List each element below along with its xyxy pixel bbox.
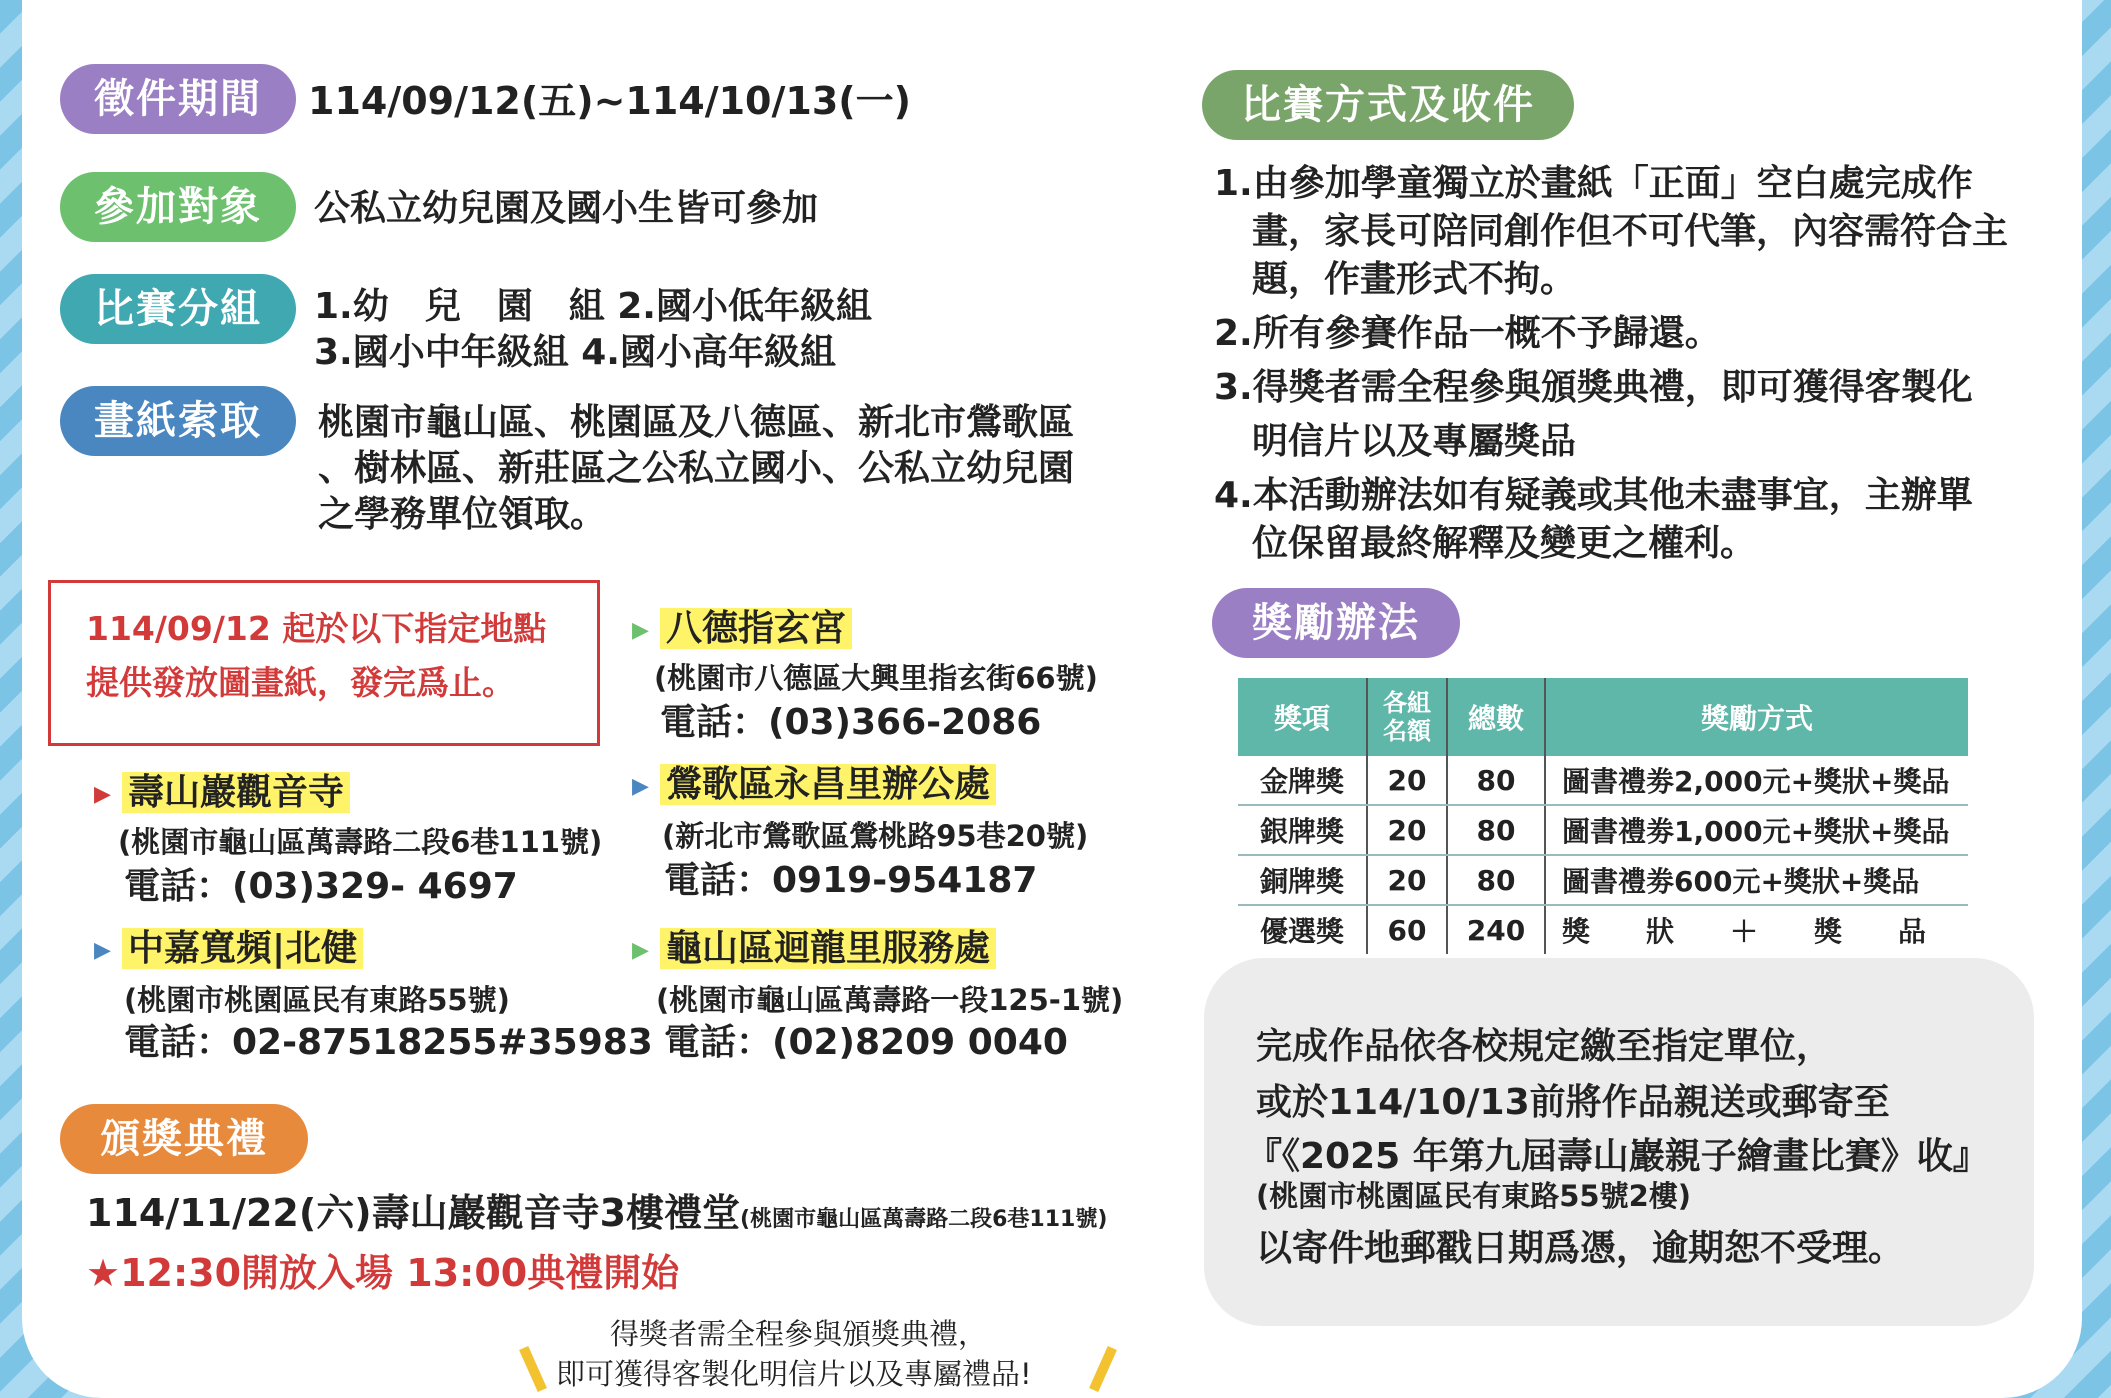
table-cell: 圖書禮劵600元+獎狀+獎品 bbox=[1545, 855, 1968, 905]
groups-label: 比賽分組 bbox=[60, 274, 296, 344]
table-header: 獎勵方式 bbox=[1545, 678, 1968, 756]
table-cell: 80 bbox=[1447, 855, 1545, 905]
notice-line2: 提供發放圖畫紙，發完爲止。 bbox=[86, 663, 515, 702]
location-address: (新北市鶯歌區鶯桃路95巷20號) bbox=[662, 819, 1089, 853]
table-row bbox=[1238, 905, 1968, 954]
location-phone: 電話：0919-954187 bbox=[664, 860, 1038, 901]
rule-1a: 1.由參加學童獨立於畫紙「正面」空白處完成作 bbox=[1214, 163, 1973, 204]
table-cell: 20 bbox=[1367, 756, 1447, 805]
location-phone: 電話：(03)329- 4697 bbox=[124, 866, 518, 907]
table-cell: 20 bbox=[1367, 855, 1447, 905]
rule-3b: 明信片以及專屬獎品 bbox=[1252, 421, 1577, 462]
target-label: 參加對象 bbox=[60, 172, 296, 242]
triangle-icon: ▶ bbox=[94, 938, 111, 963]
table-cell: 銀牌獎 bbox=[1238, 805, 1367, 855]
location-address: (桃園市龜山區萬壽路一段125-1號) bbox=[656, 983, 1124, 1017]
rule-2: 2.所有參賽作品一概不予歸還。 bbox=[1214, 313, 1721, 354]
awards-label: 獎勵辦法 bbox=[1212, 588, 1460, 658]
submit-line4: (桃園市桃園區民有東路55號2樓) bbox=[1256, 1179, 1692, 1213]
location-name: 鶯歌區永昌里辦公處 bbox=[660, 762, 996, 808]
table-cell: 圖書禮劵1,000元+獎狀+獎品 bbox=[1545, 805, 1968, 855]
submit-line3: 『《2025 年第九屆壽山巖親子繪畫比賽》收』 bbox=[1246, 1136, 1989, 1177]
table-cell: 金牌獎 bbox=[1238, 756, 1367, 805]
table-cell: 獎 狀 ＋ 獎 品 bbox=[1562, 915, 1927, 948]
method-label: 比賽方式及收件 bbox=[1202, 70, 1574, 140]
triangle-icon: ▶ bbox=[632, 618, 649, 643]
location-phone: 電話：02-87518255#35983 bbox=[124, 1022, 653, 1063]
location-phone: 電話：(02)8209 0040 bbox=[664, 1022, 1068, 1063]
paper-line1: 桃園市龜山區、桃園區及八德區、新北市鶯歌區 bbox=[318, 402, 1075, 443]
rule-4a: 4.本活動辦法如有疑義或其他未盡事宜，主辦單 bbox=[1214, 475, 1973, 516]
location-name: 八德指玄宮 bbox=[660, 606, 852, 652]
location-name: 中嘉寬頻|北健 bbox=[122, 926, 363, 972]
triangle-icon: ▶ bbox=[94, 782, 111, 807]
location-name: 龜山區迴龍里服務處 bbox=[660, 926, 996, 972]
table-cell: 60 bbox=[1367, 905, 1447, 954]
rule-3a: 3.得獎者需全程參與頒獎典禮，即可獲得客製化 bbox=[1214, 367, 1973, 408]
ceremony-foot1: 得獎者需全程參與頒獎典禮， bbox=[610, 1317, 988, 1351]
table-header-row bbox=[1238, 678, 1968, 756]
period-value: 114/09/12(五)~114/10/13(一) bbox=[308, 79, 911, 123]
ceremony-foot2: 即可獲得客製化明信片以及專屬禮品! bbox=[556, 1357, 1032, 1391]
paper-line3: 之學務單位領取。 bbox=[318, 494, 607, 535]
target-value: 公私立幼兒園及國小生皆可參加 bbox=[314, 188, 819, 229]
location-address: (桃園市桃園區民有東路55號) bbox=[124, 983, 510, 1017]
triangle-icon: ▶ bbox=[632, 938, 649, 963]
paper-label: 畫紙索取 bbox=[60, 386, 296, 456]
table-cell: 240 bbox=[1447, 905, 1545, 954]
notice-line1: 114/09/12 起於以下指定地點 bbox=[86, 609, 547, 648]
table-row bbox=[1238, 805, 1968, 855]
method-rules bbox=[1214, 160, 2008, 568]
location-phone: 電話：(03)366-2086 bbox=[660, 702, 1042, 743]
table-row bbox=[1238, 855, 1968, 905]
location-name: 壽山巖觀音寺 bbox=[122, 770, 350, 816]
ceremony-label: 頒獎典禮 bbox=[60, 1104, 308, 1174]
table-header: 總數 bbox=[1447, 678, 1545, 756]
rule-1b: 畫，家長可陪同創作但不可代筆，內容需符合主 bbox=[1252, 211, 2009, 252]
ceremony-line1: 114/11/22(六)壽山巖觀音寺3樓禮堂(桃園市龜山區萬壽路二段6巷111號) bbox=[86, 1191, 1108, 1235]
submit-line2: 或於114/10/13前將作品親送或郵寄至 bbox=[1256, 1082, 1890, 1123]
table-cell: 優選獎 bbox=[1238, 905, 1367, 954]
table-cell: 80 bbox=[1447, 756, 1545, 805]
table-cell: 80 bbox=[1447, 805, 1545, 855]
paper-line2: 、樹林區、新莊區之公私立國小、公私立幼兒園 bbox=[318, 448, 1075, 489]
groups-line2: 3.國小中年級組 4.國小高年級組 bbox=[314, 332, 836, 373]
table-cell: 20 bbox=[1367, 805, 1447, 855]
table-row bbox=[1238, 756, 1968, 805]
submit-line1: 完成作品依各校規定繳至指定單位， bbox=[1256, 1026, 1833, 1067]
table-header: 獎項 bbox=[1238, 678, 1367, 756]
submit-line5: 以寄件地郵戳日期爲憑，逾期恕不受理。 bbox=[1256, 1228, 1905, 1269]
rule-1c: 題，作畫形式不拘。 bbox=[1252, 259, 1577, 300]
rule-4b: 位保留最終解釋及變更之權利。 bbox=[1252, 523, 1757, 564]
groups-line1: 1.幼 兒 園 組 2.國小低年級組 bbox=[314, 286, 872, 327]
table-header: 各組 名額 bbox=[1367, 678, 1447, 756]
period-label: 徵件期間 bbox=[60, 64, 296, 134]
table-cell: 銅牌獎 bbox=[1238, 855, 1367, 905]
location-address: (桃園市龜山區萬壽路二段6巷111號) bbox=[118, 825, 603, 859]
table-cell: 圖書禮劵2,000元+獎狀+獎品 bbox=[1545, 756, 1968, 805]
awards-table-wrap bbox=[1238, 678, 1968, 954]
awards-table bbox=[1238, 678, 1968, 954]
triangle-icon: ▶ bbox=[632, 774, 649, 799]
location-address: (桃園市八德區大興里指玄街66號) bbox=[654, 661, 1098, 695]
ceremony-time: ★12:30開放入場 13:00典禮開始 bbox=[86, 1251, 680, 1295]
